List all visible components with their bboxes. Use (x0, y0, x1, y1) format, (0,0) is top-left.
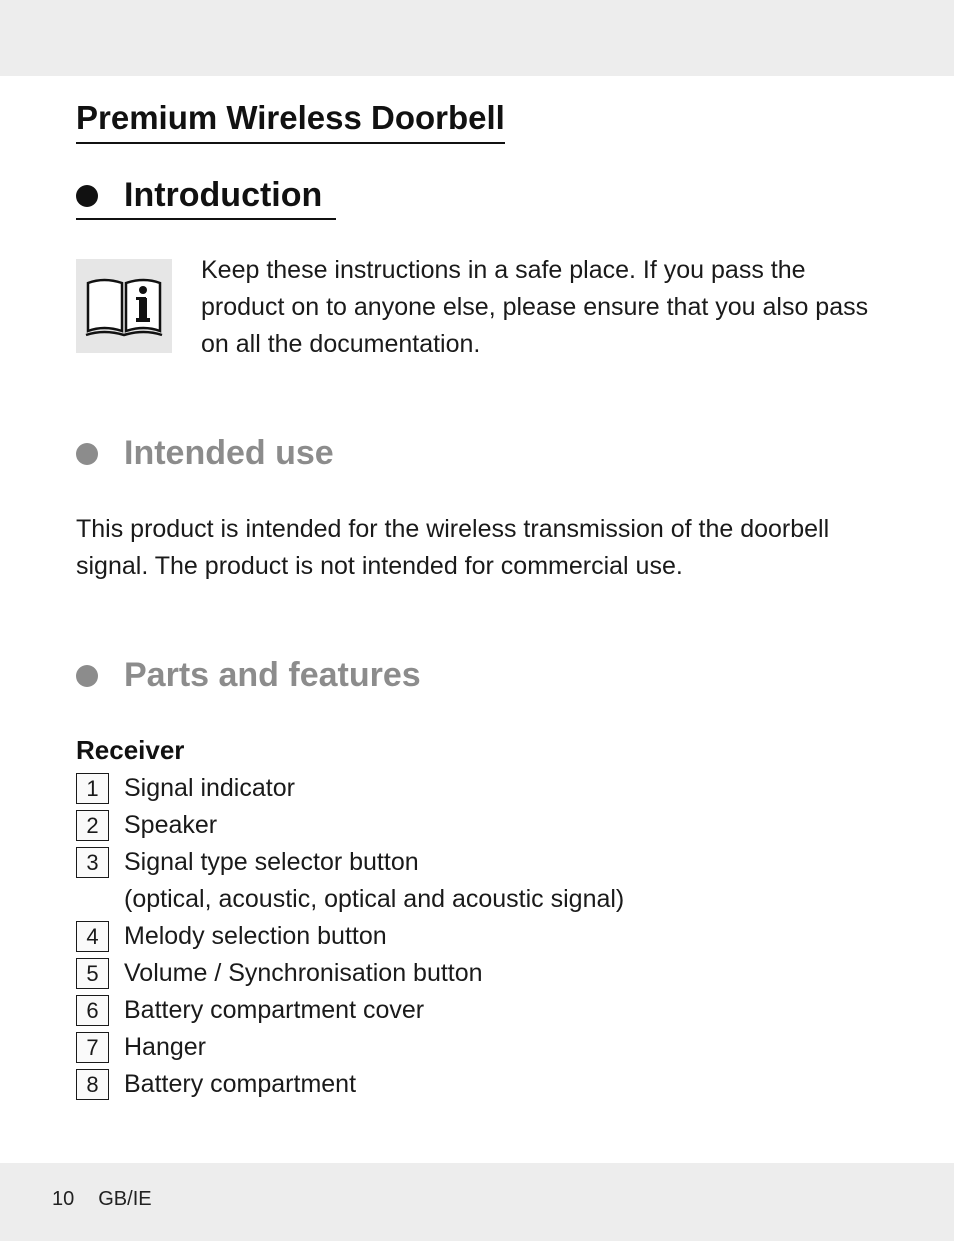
list-item (76, 1029, 896, 1066)
list-item (76, 992, 896, 1029)
part-number-box: 3 (76, 847, 109, 878)
part-number-box: 8 (76, 1069, 109, 1100)
part-label: Battery compartment (124, 1070, 357, 1098)
parts-heading-label: Parts and features (124, 656, 421, 694)
bullet-icon (76, 665, 98, 687)
list-item (76, 844, 896, 881)
list-item-note (76, 881, 896, 918)
part-number-box: 5 (76, 958, 109, 989)
document-title: Premium Wireless Doorbell (76, 98, 505, 144)
part-number-box: 6 (76, 995, 109, 1026)
list-item (76, 918, 896, 955)
top-band (0, 0, 954, 76)
part-note: (optical, acoustic, optical and acoustic signal) (124, 885, 625, 913)
part-label: Signal type selector button (124, 848, 419, 876)
bullet-icon (76, 185, 98, 207)
intended-use-text: This product is intended for the wireless transmission of the doorbell signal. The product is not intended for commercial use. (76, 515, 830, 580)
part-label: Battery compartment cover (124, 996, 425, 1024)
list-item (76, 1066, 896, 1103)
page-footer (52, 1186, 152, 1212)
intended-use-heading-label: Intended use (124, 434, 334, 472)
introduction-text: Keep these instructions in a safe place. If you pass the product on to anyone else, please ensure that you also pass on all the documentation. (201, 256, 869, 358)
page-number: 10 (52, 1188, 75, 1210)
part-label: Volume / Synchronisation button (124, 959, 483, 987)
section-introduction-heading (76, 174, 336, 220)
part-label: Melody selection button (124, 922, 387, 950)
part-number-box: 4 (76, 921, 109, 952)
part-label: Signal indicator (124, 774, 295, 802)
part-number-box: 7 (76, 1032, 109, 1063)
list-item (76, 807, 896, 844)
region-label: GB/IE (98, 1188, 152, 1210)
introduction-heading-label: Introduction (124, 174, 322, 220)
book-info-icon (76, 259, 172, 353)
parts-list (76, 770, 896, 1103)
bullet-icon (76, 443, 98, 465)
list-item (76, 955, 896, 992)
part-number-box: 1 (76, 773, 109, 804)
part-number-box: 2 (76, 810, 109, 841)
part-label: Hanger (124, 1033, 206, 1061)
receiver-subheading: Receiver (76, 735, 185, 765)
part-label: Speaker (124, 811, 218, 839)
list-item (76, 770, 896, 807)
